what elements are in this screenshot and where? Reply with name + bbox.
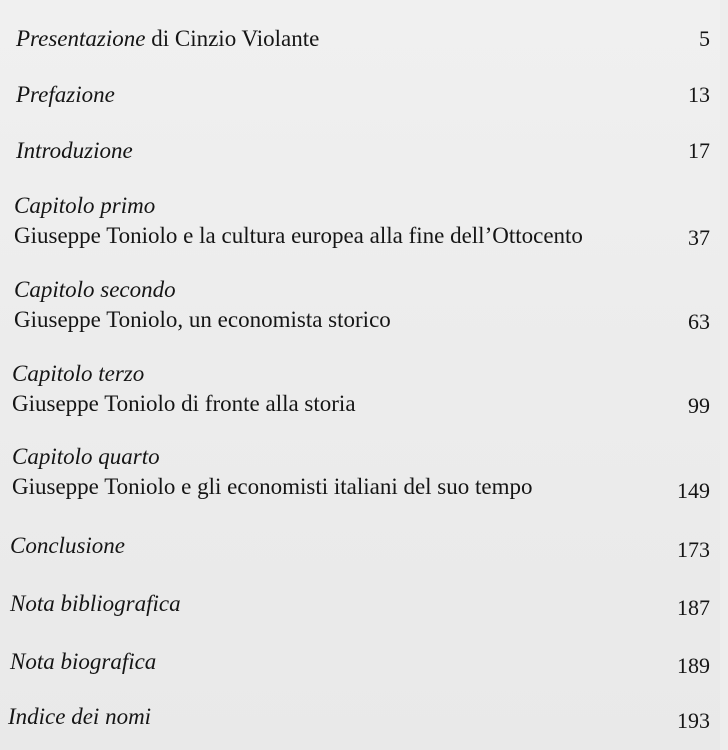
chapter-title: Giuseppe Toniolo di fronte alla storia — [12, 391, 356, 416]
page-number: 5 — [699, 26, 710, 51]
page-number: 13 — [688, 82, 710, 107]
entry-label: Introduzione — [16, 138, 133, 163]
chapter-label: Capitolo quarto — [12, 444, 160, 469]
entry-label: Presentazione di Cinzio Violante — [16, 26, 320, 51]
page-number: 37 — [688, 225, 710, 250]
chapter-title: Giuseppe Toniolo, un economista storico — [14, 307, 391, 332]
entry-label: Nota biografica — [10, 649, 157, 674]
entry-label: Nota bibliografica — [10, 591, 181, 616]
page-number: 99 — [688, 393, 710, 418]
chapter-label: Capitolo terzo — [12, 361, 145, 386]
page-number: 189 — [677, 653, 710, 678]
page-number: 149 — [677, 478, 710, 503]
chapter-title: Giuseppe Toniolo e gli economisti italiani del suo tempo — [12, 474, 533, 499]
entry-label: Indice dei nomi — [8, 704, 152, 729]
page-number: 63 — [688, 309, 710, 334]
page-number: 193 — [677, 708, 710, 733]
page-number: 17 — [688, 138, 710, 163]
chapter-title: Giuseppe Toniolo e la cultura europea alla fine dell’Ottocento — [14, 223, 583, 248]
page-number: 173 — [677, 537, 710, 562]
entry-label: Conclusione — [10, 533, 125, 558]
chapter-label: Capitolo secondo — [14, 277, 176, 302]
page-number: 187 — [677, 595, 710, 620]
entry-label: Prefazione — [16, 82, 115, 107]
chapter-label: Capitolo primo — [14, 193, 156, 218]
